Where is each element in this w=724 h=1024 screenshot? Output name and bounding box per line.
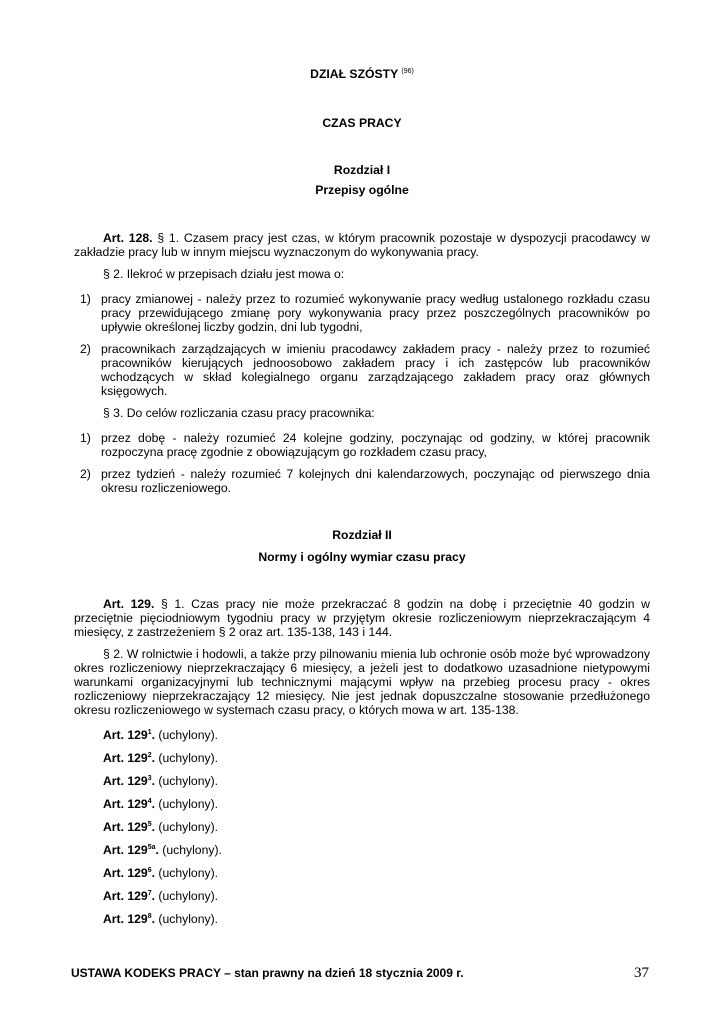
art-128-par-3: § 3. Do celów rozliczania czasu pracy pracownika:	[103, 406, 375, 420]
page-number: 37	[634, 965, 649, 981]
repealed-article: Art. $129^5$. (uchylony).	[103, 820, 219, 834]
art-129-par-2: § 2. W rolnictwie i hodowli, a także przy pilnowaniu mienia lub ochronie osób może być wprowadzony okres rozliczeniowy nieprzekraczający 6 miesięcy, a jeżeli jest to dodatkowo uzasadnione nietypowymi warunkami organizacyjnymi lub technicznymi mającymi wpływ na przebieg procesu pracy - okres rozliczeniowy nieprzekraczający 12 miesięcy. Nie jest jednak dopuszczalne stosowanie przedłużonego okresu rozliczeniowego w systemach czasu pracy, o których mowa w art. 135-138.	[74, 647, 650, 717]
art-129-label: Art. 129.	[103, 597, 155, 611]
repealed-article: Art. $129^4$. (uchylony).	[103, 797, 219, 811]
art-128-par-1: Art. 128. § 1. Czasem pracy jest czas, w którym pracownik pozostaje w dyspozycji pracodawcy w zakładzie pracy lub w innym miejscu wyznaczonym do wykonywania pracy.	[74, 231, 650, 259]
chapter-2-title: Normy i ogólny wymiar czasu pracy	[258, 550, 466, 564]
section-title: CZAS PRACY	[322, 116, 402, 130]
art-129-par-1: Art. 129. § 1. Czas pracy nie może przekraczać 8 godzin na dobę i przeciętnie 40 godzin w przeciętnie pięciodniowym tygodniu pracy w przyjętym okresie rozliczeniowym nieprzekraczającym 4 miesięcy, z zastrzeżeniem § 2 oraz art. 135-138, 143 i 144.	[74, 597, 650, 639]
list-item: 2) pracownikach zarządzających w imieniu pracodawcy zakładem pracy - należy przez to rozumieć pracowników kierujących jednoosobowo zakładem pracy i ich zastępców lub pracowników wchodzących w skład kolegialnego organu zarządzającego zakładem pracy oraz głównych księgowych.	[80, 342, 650, 398]
part-heading	[0, 67, 724, 81]
repealed-article: Art. $129^8$. (uchylony).	[103, 912, 219, 926]
part-title: DZIAŁ SZÓSTY	[310, 67, 398, 81]
page-footer: USTAWA KODEKS PRACY – stan prawny na dzień 18 stycznia 2009 r.	[71, 966, 464, 980]
chapter-1-title: Przepisy ogólne	[315, 183, 409, 197]
chapter-2-label: Rozdział II	[332, 528, 392, 542]
chapter-1-label: Rozdział I	[333, 163, 391, 177]
repealed-article: Art. $129^1$. (uchylony).	[103, 728, 219, 742]
repealed-article: Art. $129^{5a}$. (uchylony).	[103, 843, 222, 857]
repealed-article: Art. $129^7$. (uchylony).	[103, 889, 219, 903]
repealed-article: Art. $129^3$. (uchylony).	[103, 774, 219, 788]
list-item: 1) przez dobę - należy rozumieć 24 kolejne godziny, poczynając od godziny, w której pracownik rozpoczyna pracę zgodnie z obowiązującym go rozkładem czasu pracy,	[80, 431, 650, 459]
list-item: 2) przez tydzień - należy rozumieć 7 kolejnych dni kalendarzowych, poczynając od pierwszego dnia okresu rozliczeniowego.	[80, 467, 650, 495]
art-128-par-2: § 2. Ilekroć w przepisach działu jest mowa o:	[103, 267, 345, 281]
repealed-article: Art. $129^6$. (uchylony).	[103, 866, 219, 880]
repealed-article: Art. $129^2$. (uchylony).	[103, 751, 219, 765]
art-128-label: Art. 128.	[103, 231, 153, 245]
list-item: 1) pracy zmianowej - należy przez to rozumieć wykonywanie pracy według ustalonego rozkładu czasu pracy przewidującego zmianę pory wykonywania pracy przez poszczególnych pracowników po upływie określonej liczby godzin, dni lub tygodni,	[80, 292, 650, 334]
part-footnote-ref: (96)	[401, 68, 414, 75]
